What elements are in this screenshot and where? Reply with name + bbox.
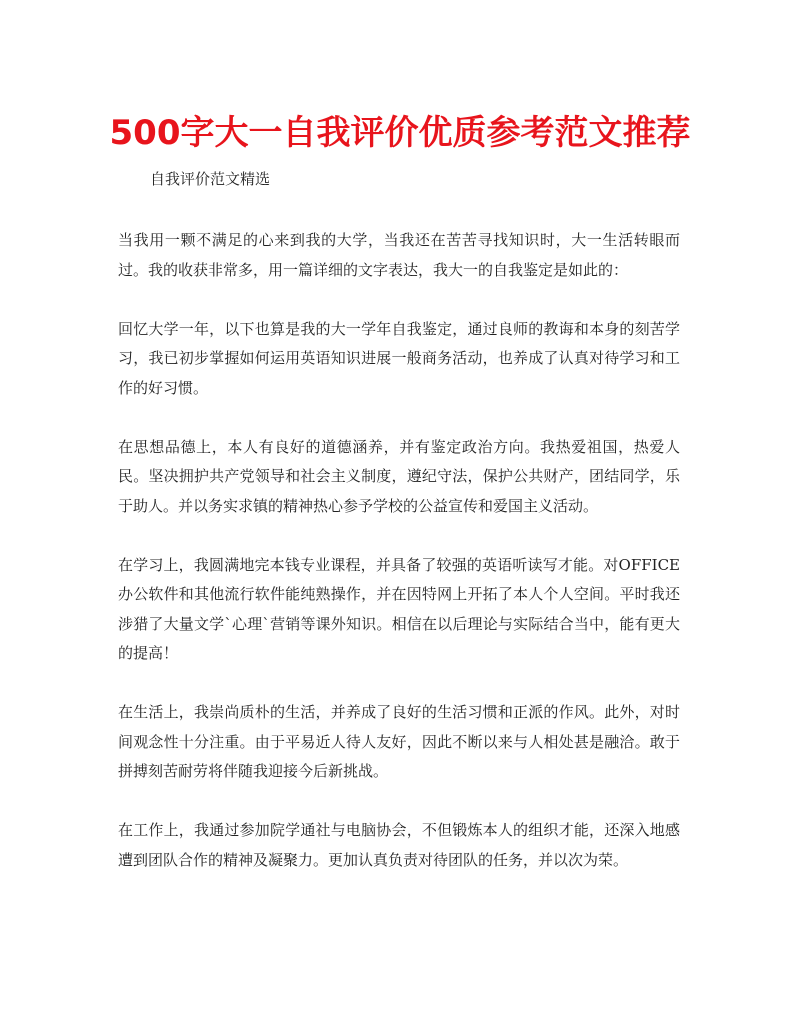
paragraph-3: 在思想品德上，本人有良好的道德涵养，并有鉴定政治方向。我热爱祖国，热爱人民。坚决拥护共产党领导和社会主义制度，遵纪守法，保护公共财产，团结同学，乐于助人。并以务实求镇的精神热心参予学校的公益宣传和爱国主义活动。 [118,437,680,515]
paragraph-5: 在生活上，我崇尚质朴的生活，并养成了良好的生活习惯和正派的作风。此外，对时间观念性十分注重。由于平易近人待人友好，因此不断以来与人相处甚是融洽。敢于拼搏刻苦耐劳将伴随我迎接今后新挑战。 [118,703,680,780]
paragraph-1: 当我用一颗不满足的心来到我的大学，当我还在苦苦寻找知识时，大一生活转眼而过。我的收获非常多，用一篇详细的文字表达，我大一的自我鉴定是如此的： [118,231,680,279]
paragraph-4: 在学习上，我圆满地完本钱专业课程，并具备了较强的英语听读写才能。对OFFICE办公软件和其他流行软件能纯熟操作，并在因特网上开拓了本人个人空间。平时我还涉猎了大量文学`心理`营销等课外知识。相信在以后理论与实际结合当中，能有更大的提高！ [118,555,680,662]
document-subtitle: 自我评价范文精选 [150,170,271,188]
paragraph-2: 回忆大学一年，以下也算是我的大一学年自我鉴定，通过良师的教诲和本身的刻苦学习，我已初步掌握如何运用英语知识进展一般商务活动，也养成了认真对待学习和工作的好习惯。 [118,319,680,397]
paragraph-6: 在工作上，我通过参加院学通社与电脑协会，不但锻炼本人的组织才能，还深入地感遭到团队合作的精神及凝聚力。更加认真负责对待团队的任务，并以次为荣。 [118,821,680,869]
document-body [118,226,680,905]
document-title: 500字大一自我评价优质参考范文推荐 [109,113,691,153]
